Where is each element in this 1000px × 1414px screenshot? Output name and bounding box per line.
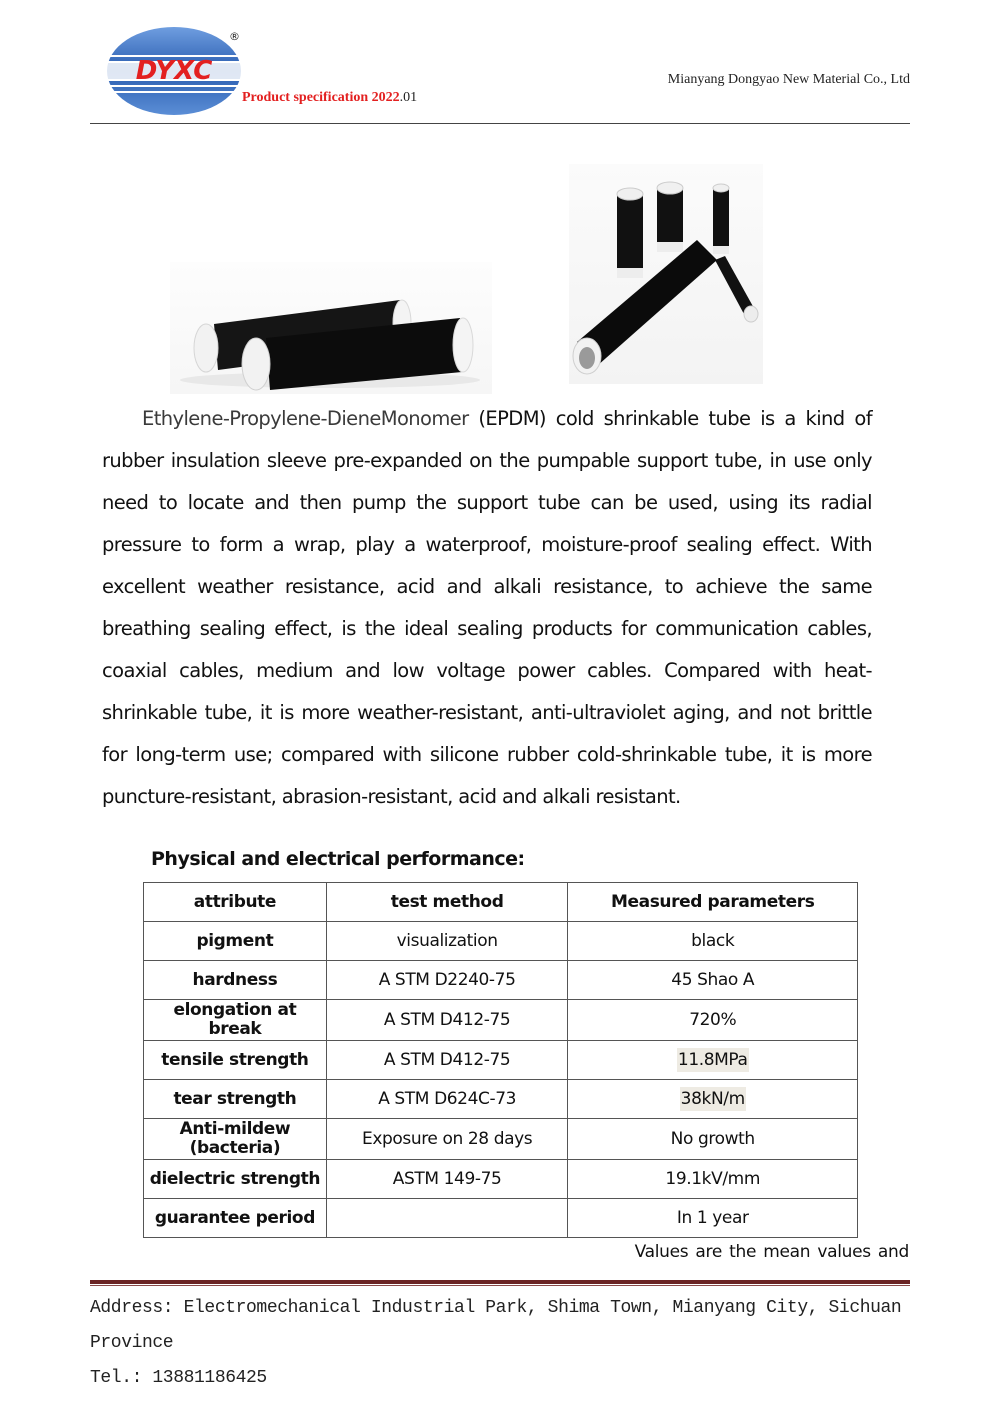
row-method: A STM D412-75 [326,1041,568,1080]
header-divider [90,123,910,124]
spec-label-main: Product specification 2022 [242,90,400,105]
section-title: Physical and electrical performance: [151,848,525,870]
row-attribute-line2: (bacteria) [189,1138,281,1158]
table-row [144,1000,858,1041]
table-row [144,1199,858,1238]
row-method: ASTM 149-75 [326,1160,568,1199]
table-row [144,961,858,1000]
row-value: black [568,922,858,961]
table-row [144,1160,858,1199]
company-logo [106,26,242,116]
footer-telephone: Tel.: 13881186425 [90,1368,267,1388]
table-row [144,1041,858,1080]
row-attribute: pigment [144,922,327,961]
row-attribute-line1: elongation at [173,1000,297,1020]
row-attribute: tear strength [144,1080,327,1119]
row-value [568,1041,858,1080]
footer-divider [90,1280,910,1286]
table-row [144,1080,858,1119]
row-attribute: hardness [144,961,327,1000]
description-body: (EPDM) cold shrinkable tube is a kind of rubber insulation sleeve pre-expanded on the pumpable support tube, in use only need to locate and then pump the support tube can be used, using its radial pressure to form a wrap, play a waterproof, moisture-proof sealing effect. With excellent weather resistance, acid and alkali resistance, to achieve the same breathing sealing effect, is the ideal sealing products for communication cables, coaxial cables, medium and low voltage power cables. Compared with heat-shrinkable tube, it is more weather-resistant, anti-ultraviolet aging, and not brittle for long-term use; compared with silicone rubber cold-shrinkable tube, it is more puncture-resistant, abrasion-resistant, acid and alkali resistant. [102,407,872,808]
spec-label [242,90,417,106]
logo-text: DYXC [135,56,213,86]
header-test-method: test method [326,883,568,922]
dyxc-logo-icon [106,26,242,116]
row-attribute-line1: Anti-mildew [179,1119,291,1139]
product-description [102,398,872,818]
table-row [144,1119,858,1160]
row-attribute-line2: break [208,1019,262,1039]
row-value [568,1080,858,1119]
description-lead: Ethylene-Propylene-DieneMonomer [142,407,469,430]
row-value: 720% [568,1000,858,1041]
header-attribute: attribute [144,883,327,922]
row-method: A STM D624C-73 [326,1080,568,1119]
row-value: In 1 year [568,1199,858,1238]
row-method: A STM D2240-75 [326,961,568,1000]
highlighted-value: 11.8MPa [677,1050,748,1070]
row-method [326,1199,568,1238]
footer-address-line1: Address: Electromechanical Industrial Park, Shima Town, Mianyang City, Sichuan [90,1298,902,1318]
product-photo-left [170,262,492,394]
highlighted-value: 38kN/m [680,1089,745,1109]
tubes-standing-image [569,164,763,384]
table-note: Values are the mean values and [634,1242,909,1262]
row-attribute [144,1000,327,1041]
tubes-horizontal-image [170,262,492,394]
row-value: 45 Shao A [568,961,858,1000]
row-attribute: tensile strength [144,1041,327,1080]
row-attribute: dielectric strength [144,1160,327,1199]
table-row [144,922,858,961]
row-method: Exposure on 28 days [326,1119,568,1160]
performance-table [143,882,858,1238]
table-header-row [144,883,858,922]
company-name: Mianyang Dongyao New Material Co., Ltd [667,72,910,87]
header-measured-parameters: Measured parameters [568,883,858,922]
row-value: 19.1kV/mm [568,1160,858,1199]
row-attribute [144,1119,327,1160]
registered-mark: ® [229,30,240,43]
row-value: No growth [568,1119,858,1160]
footer-address-line2: Province [90,1333,174,1353]
row-method: A STM D412-75 [326,1000,568,1041]
spec-label-suffix: .01 [399,90,418,105]
product-photo-right [569,164,763,384]
row-method: visualization [326,922,568,961]
row-attribute: guarantee period [144,1199,327,1238]
